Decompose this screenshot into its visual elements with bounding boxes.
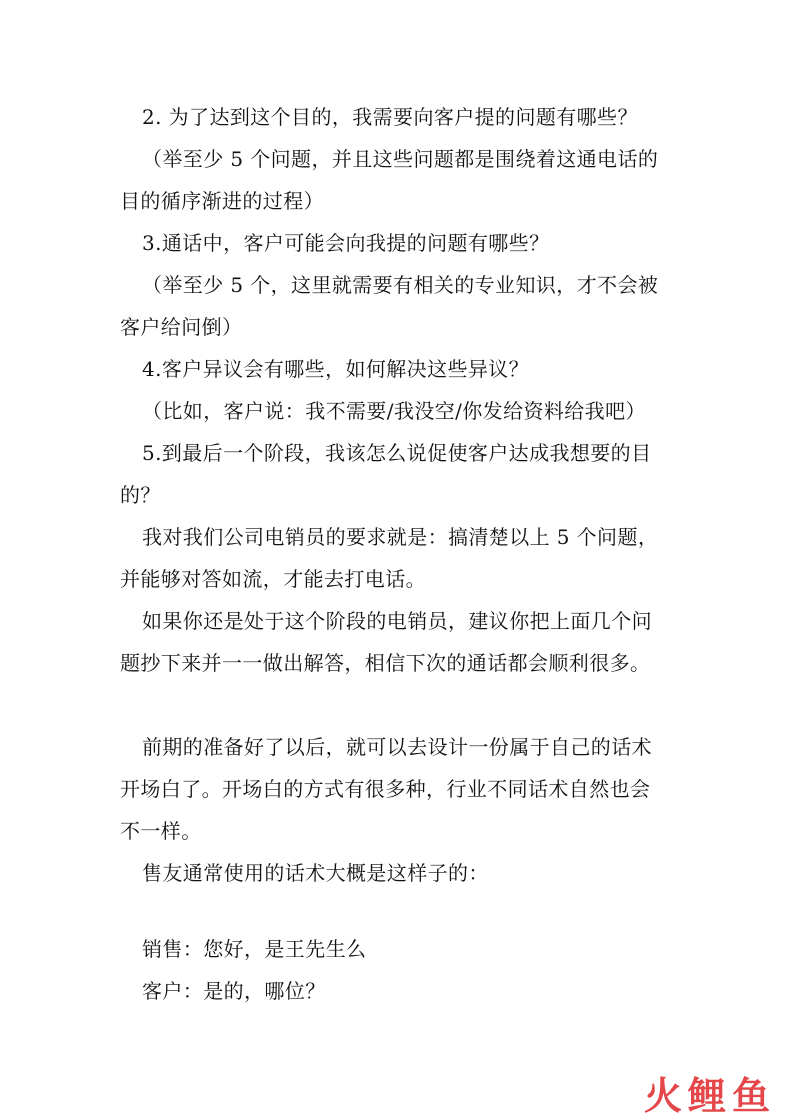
watermark-char-2: 鲤 (687, 1073, 726, 1118)
paragraph-script-intro: 售友通常使用的话术大概是这样子的： (142, 861, 489, 885)
paragraph-requirement: 我对我们公司电销员的要求就是：搞清楚以上 5 个问题，并能够对答如流，才能去打电话。 (120, 525, 659, 591)
paragraph-question-2: 2. 为了达到这个目的，我需要向客户提的问题有哪些？ (142, 105, 638, 129)
paragraph-question-2-note: （举至少 5 个问题，并且这些问题都是围绕着这通电话的目的循序渐进的过程） (120, 147, 659, 213)
paragraph-question-5: 5.到最后一个阶段，我该怎么说促使客户达成我想要的目的？ (120, 441, 652, 507)
watermark-char-1: 火 (643, 1073, 682, 1118)
watermark-logo (644, 1068, 770, 1116)
paragraph-question-4-note: （比如，客户说：我不需要/我没空/你发给资料给我吧） (142, 399, 646, 423)
watermark-char-3: 鱼 (731, 1073, 770, 1118)
paragraph-advice: 如果你还是处于这个阶段的电销员，建议你把上面几个问题抄下来并一一做出解答，相信下次的通话都会顺利很多。 (120, 609, 652, 675)
paragraph-question-4: 4.客户异议会有哪些，如何解决这些异议？ (142, 357, 530, 381)
paragraph-opening: 前期的准备好了以后，就可以去设计一份属于自己的话术开场白了。开场白的方式有很多种，行业不同话术自然也会不一样。 (120, 735, 652, 843)
paragraph-dialog-sales: 销售：您好，是王先生么 (142, 937, 367, 961)
paragraph-dialog-customer: 客户：是的，哪位？ (142, 979, 326, 1003)
paragraph-question-3-note: （举至少 5 个，这里就需要有相关的专业知识，才不会被客户给问倒） (120, 273, 659, 339)
paragraph-question-3: 3.通话中，客户可能会向我提的问题有哪些？ (142, 231, 550, 255)
